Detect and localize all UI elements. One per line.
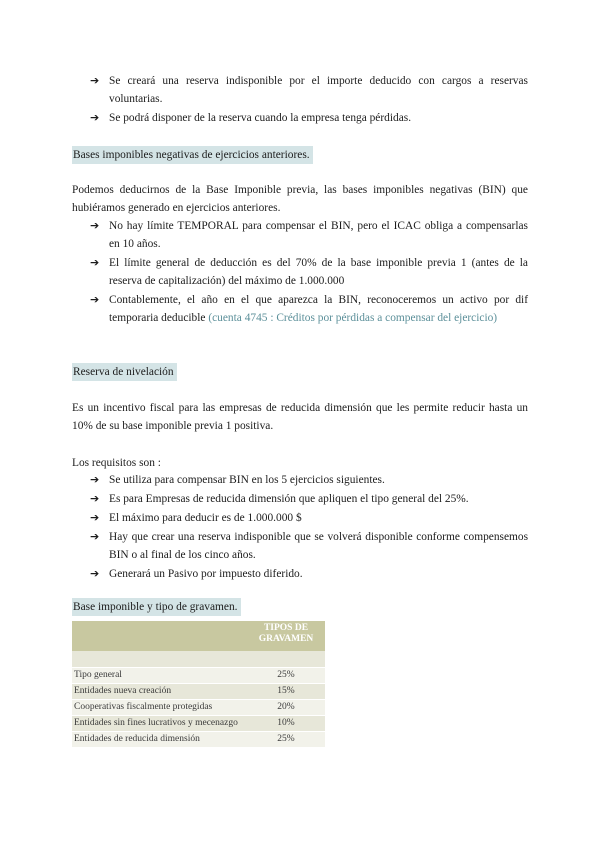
table-header-row bbox=[72, 621, 325, 651]
arrow-right-icon: ➔ bbox=[90, 74, 100, 87]
arrow-right-icon: ➔ bbox=[90, 530, 100, 543]
bin-bullets bbox=[90, 217, 528, 328]
section-heading-nivelacion: Reserva de nivelación bbox=[72, 363, 177, 381]
list-item: ➔ Se utiliza para compensar BIN en los 5 ejercicios siguientes. bbox=[90, 471, 528, 489]
table-row: Tipo general 25% bbox=[72, 668, 325, 684]
list-item: ➔ El límite general de deducción es del 70% de la base imponible previa 1 (antes de la reserva de capitalización) del máximo de 1.000.000 bbox=[90, 256, 528, 287]
list-item: ➔ No hay límite TEMPORAL para compensar el BIN, pero el ICAC obliga a compensarlas en 10 años. bbox=[90, 219, 528, 250]
arrow-right-icon: ➔ bbox=[90, 293, 100, 306]
reserva-bullets bbox=[90, 72, 528, 128]
arrow-right-icon: ➔ bbox=[90, 492, 100, 505]
arrow-right-icon: ➔ bbox=[90, 256, 100, 269]
requisitos-bullets bbox=[90, 471, 528, 584]
arrow-right-icon: ➔ bbox=[90, 219, 100, 232]
list-item: ➔ Contablemente, el año en el que aparezca la BIN, reconoceremos un activo por dif temporaria deducible (cuenta 4745 : Créditos por pérdidas a compensar del ejercicio) bbox=[90, 293, 528, 324]
arrow-right-icon: ➔ bbox=[90, 567, 100, 580]
arrow-right-icon: ➔ bbox=[90, 111, 100, 124]
account-reference: (cuenta 4745 : Créditos por pérdidas a compensar del ejercicio) bbox=[208, 312, 498, 324]
table-row: Cooperativas fiscalmente protegidas 20% bbox=[72, 700, 325, 716]
bin-intro: Podemos deducirnos de la Base Imponible previa, las bases imponibles negativas (BIN) que hubiéramos generado en ejercicios anteriores. bbox=[72, 184, 528, 214]
section-heading-bin: Bases imponibles negativas de ejercicios anteriores. bbox=[72, 146, 313, 164]
list-item: ➔ Es para Empresas de reducida dimensión que apliquen el tipo general del 25%. bbox=[90, 490, 528, 508]
list-item: ➔ Se creará una reserva indisponible por el importe deducido con cargos a reservas voluntarias. bbox=[90, 74, 528, 105]
nivelacion-intro: Es un incentivo fiscal para las empresas de reducida dimensión que les permite reducir hasta un 10% de su base imponible previa 1 positiva. bbox=[72, 402, 528, 432]
gravamen-table bbox=[72, 621, 325, 748]
table-header-tipos: TIPOS DE GRAVAMEN bbox=[247, 621, 325, 651]
list-item: ➔ Generará un Pasivo por impuesto diferido. bbox=[90, 565, 528, 583]
requisitos-label: Los requisitos son : bbox=[72, 457, 161, 469]
table-row: Entidades sin fines lucrativos y mecenazgo 10% bbox=[72, 716, 325, 732]
table-row: Entidades nueva creación 15% bbox=[72, 684, 325, 700]
arrow-right-icon: ➔ bbox=[90, 473, 100, 486]
table-spacer-row bbox=[72, 651, 325, 668]
table-header-blank bbox=[72, 621, 247, 651]
section-heading-gravamen: Base imponible y tipo de gravamen. bbox=[72, 598, 241, 616]
list-item: ➔ Se podrá disponer de la reserva cuando la empresa tenga pérdidas. bbox=[90, 109, 528, 127]
table-row: Entidades de reducida dimensión 25% bbox=[72, 732, 325, 748]
list-item: ➔ Hay que crear una reserva indisponible que se volverá disponible conforme compensemos BIN o al final de los cinco años. bbox=[90, 530, 528, 561]
arrow-right-icon: ➔ bbox=[90, 511, 100, 524]
list-item: ➔ El máximo para deducir es de 1.000.000 $ bbox=[90, 509, 528, 527]
